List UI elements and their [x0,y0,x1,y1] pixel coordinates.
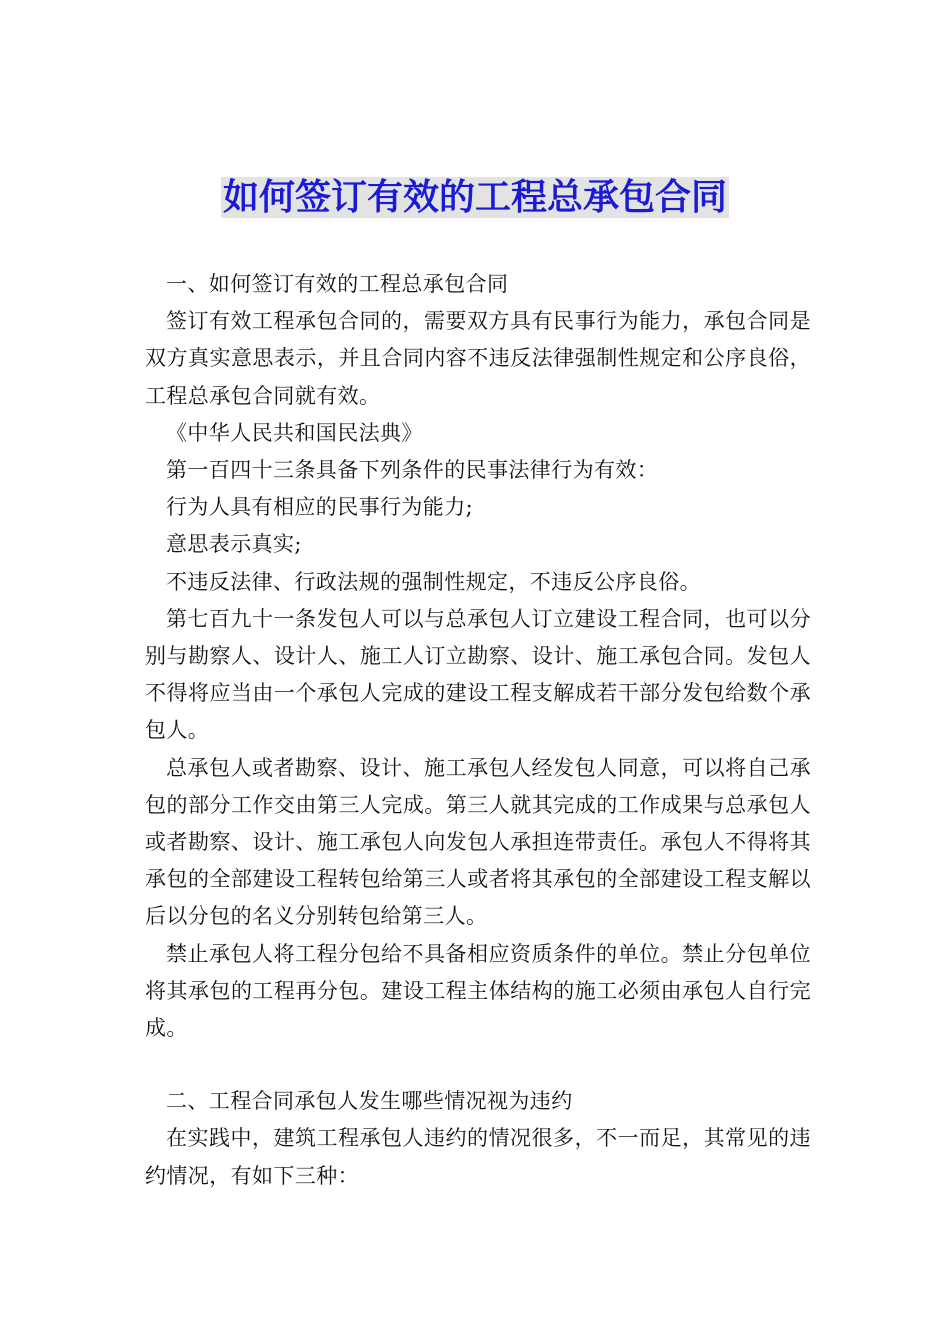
section-heading: 一、如何签订有效的工程总承包合同 [166,272,509,296]
section-heading: 二、工程合同承包人发生哪些情况视为违约 [166,1089,573,1114]
paragraph: 《中华人民共和国民法典》 [166,420,423,445]
paragraph: 总承包人或者勘察、设计、施工承包人经发包人同意，可以将自己承包的部分工作交由第三人完成。第三人就其完成的工作成果与总承包人或者勘察、设计、施工承包人向发包人承担连带责任。承包人不得将其承包的全部建设工程转包给第三人或者将其承包的全部建设工程支解以后以分包的名义分别转包给第三人。 [145,755,811,929]
paragraph: 禁止承包人将工程分包给不具备相应资质条件的单位。禁止分包单位将其承包的工程再分包。建设工程主体结构的施工必须由承包人自行完成。 [145,941,811,1041]
section-spacer [145,1047,811,1083]
paragraph: 意思表示真实; [166,532,302,557]
paragraph: 不违反法律、行政法规的强制性规定，不违反公序良俗。 [166,569,701,594]
paragraph: 在实践中，建筑工程承包人违约的情况很多，不一而足，其常见的违约情况，有如下三种： [145,1126,811,1188]
document-title-text: 如何签订有效的工程总承包合同 [222,177,727,218]
document-body [145,266,811,1195]
paragraph: 签订有效工程承包合同的，需要双方具有民事行为能力，承包合同是双方真实意思表示，并且合同内容不违反法律强制性规定和公序良俗，工程总承包合同就有效。 [145,309,811,408]
paragraph: 第一百四十三条具备下列条件的民事法律行为有效： [166,458,659,483]
paragraph: 行为人具有相应的民事行为能力; [166,495,474,520]
paragraph: 第七百九十一条发包人可以与总承包人订立建设工程合同，也可以分别与勘察人、设计人、施工人订立勘察、设计、施工承包合同。发包人不得将应当由一个承包人完成的建设工程支解成若干部分发包给数个承包人。 [145,606,811,743]
document-title [0,172,950,224]
